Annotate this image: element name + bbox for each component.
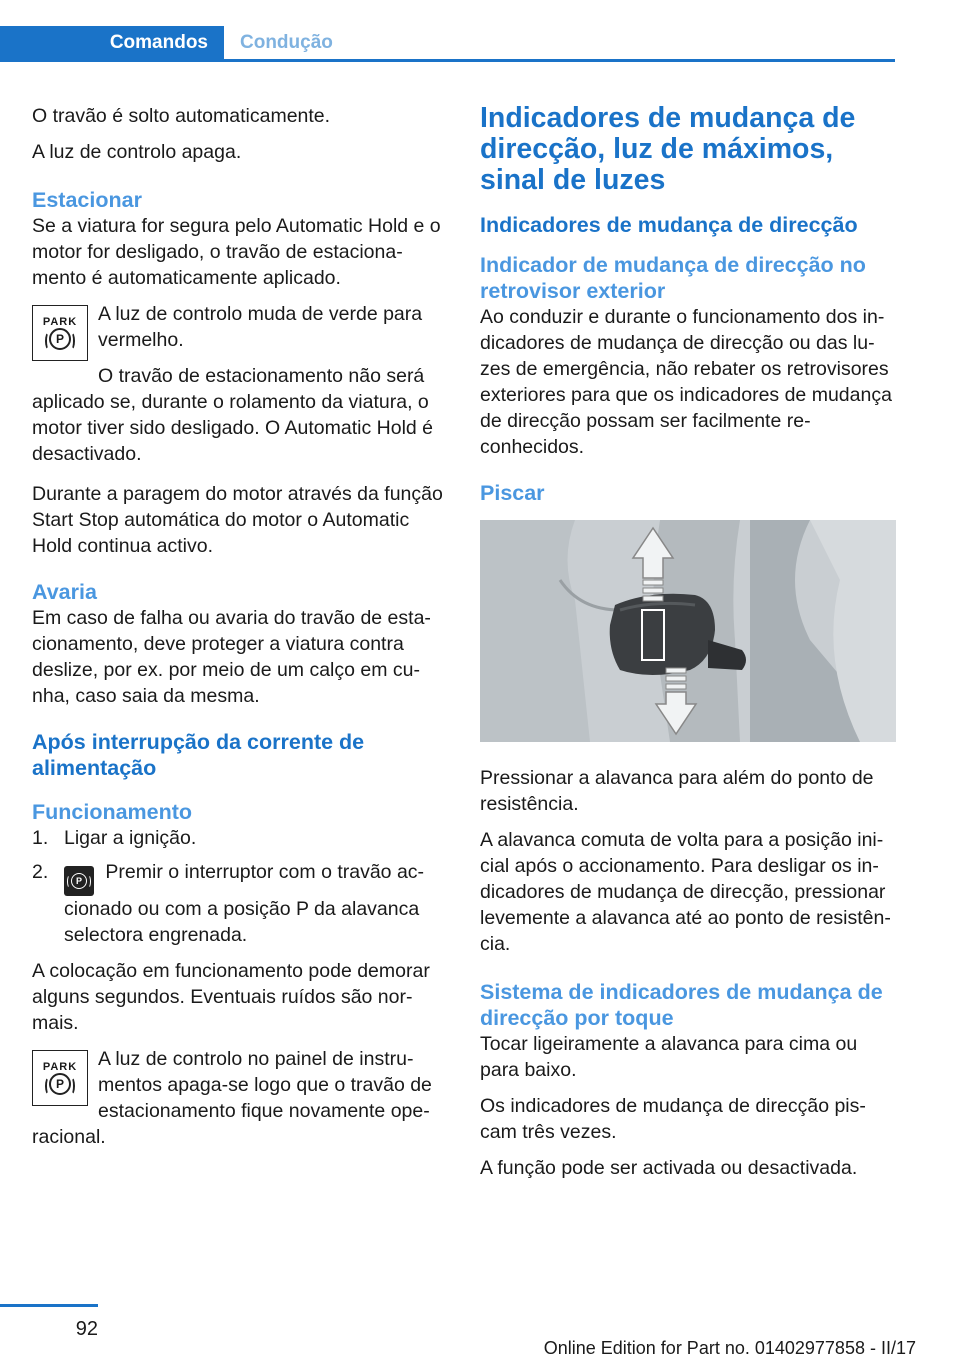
paragraph: Pressionar a alavanca para além do ponto de resistência. [480,767,874,815]
paragraph: A luz de controlo apaga. [32,141,242,163]
paragraph: O travão de estacionamento não será aplicado se, durante o rolamento da viatura, o motor tiver sido desligado. O Automatic Hold é desactivado. [32,365,434,465]
left-column [32,103,448,1160]
section-heading-retrovisor: Indicador de mudança de direcção no retrovisor exterior [480,253,866,303]
paragraph: Os indicadores de mudança de direcção piscam três vezes. [480,1095,866,1143]
list-item: 2. P Premir o interruptor com o travão accionado ou com a posição P da alavanca selectora engrenada. [32,861,425,946]
park-symbol: P [49,328,71,350]
footer-rule [0,1304,98,1307]
park-label: PARK [42,1061,78,1073]
section-heading-funcionamento: Funcionamento [32,800,193,824]
sub-heading: Indicadores de mudança de direcção [480,213,858,237]
chapter-header [0,26,895,62]
main-heading: Indicadores de mudança de direcção, luz de máximos, sinal de luzes [480,102,856,196]
park-label: PARK [42,316,78,328]
turn-signal-lever-illustration [480,520,896,742]
paragraph: Durante a paragem do motor através da função Start Stop automática do motor o Automatic Hold continua activo. [32,483,443,557]
paragraph: Ao conduzir e durante o funcionamento dos indicadores de mudança de direcção ou das luzes de emergência, não rebater os retrovisores exteriores para que os indicadores de mudança de direcção possam ser facilmente reconhecidos. [480,306,892,458]
page-number: 92 [75,1318,98,1340]
paragraph: A função pode ser activada ou desactivada. [480,1157,858,1179]
paragraph: A luz de controlo no painel de instrumentos apaga-se logo que o travão de estacionamento fique novamente operacional. [32,1048,432,1148]
right-column [480,103,896,1191]
park-symbol: P [49,1073,71,1095]
paragraph: A luz de controlo muda de verde para vermelho. [98,303,423,351]
tab-comandos[interactable]: Comandos [0,26,224,59]
list-item: 1. Ligar a ignição. [32,827,197,849]
paragraph: A alavanca comuta de volta para a posição inicial após o accionamento. Para desligar os indicadores de mudança de direcção, pressionar levemente a alavanca até ao ponto de resistência. [480,829,891,955]
section-heading-piscar: Piscar [480,481,545,505]
paragraph: Se a viatura for segura pelo Automatic Hold e o motor for desligado, o travão de estacionamento é automaticamente aplicado. [32,215,441,289]
section-heading-estacionar: Estacionar [32,188,142,212]
paragraph: A colocação em funcionamento pode demorar alguns segundos. Eventuais ruídos são normais. [32,960,430,1034]
edition-footer: Online Edition for Part no. 01402977858 - II/17 [543,1338,916,1358]
paragraph: Em caso de falha ou avaria do travão de estacionamento, deve proteger a viatura contra deslize, por ex. por meio de um calço em cunha, caso saia da mesma. [32,607,431,707]
park-warning-icon [32,1050,88,1106]
park-warning-icon [32,305,88,361]
section-heading-avaria: Avaria [32,580,97,604]
section-heading-toque: Sistema de indicadores de mudança de direcção por toque [480,980,883,1030]
section-heading-apos-interrupcao: Após interrupção da corrente de alimentação [32,730,365,780]
paragraph: O travão é solto automaticamente. [32,105,331,127]
parking-brake-button-icon: P [64,866,94,896]
tab-conducao[interactable]: Condução [240,31,333,53]
steps-list [32,825,448,948]
paragraph: Tocar ligeiramente a alavanca para cima ou para baixo. [480,1033,858,1081]
